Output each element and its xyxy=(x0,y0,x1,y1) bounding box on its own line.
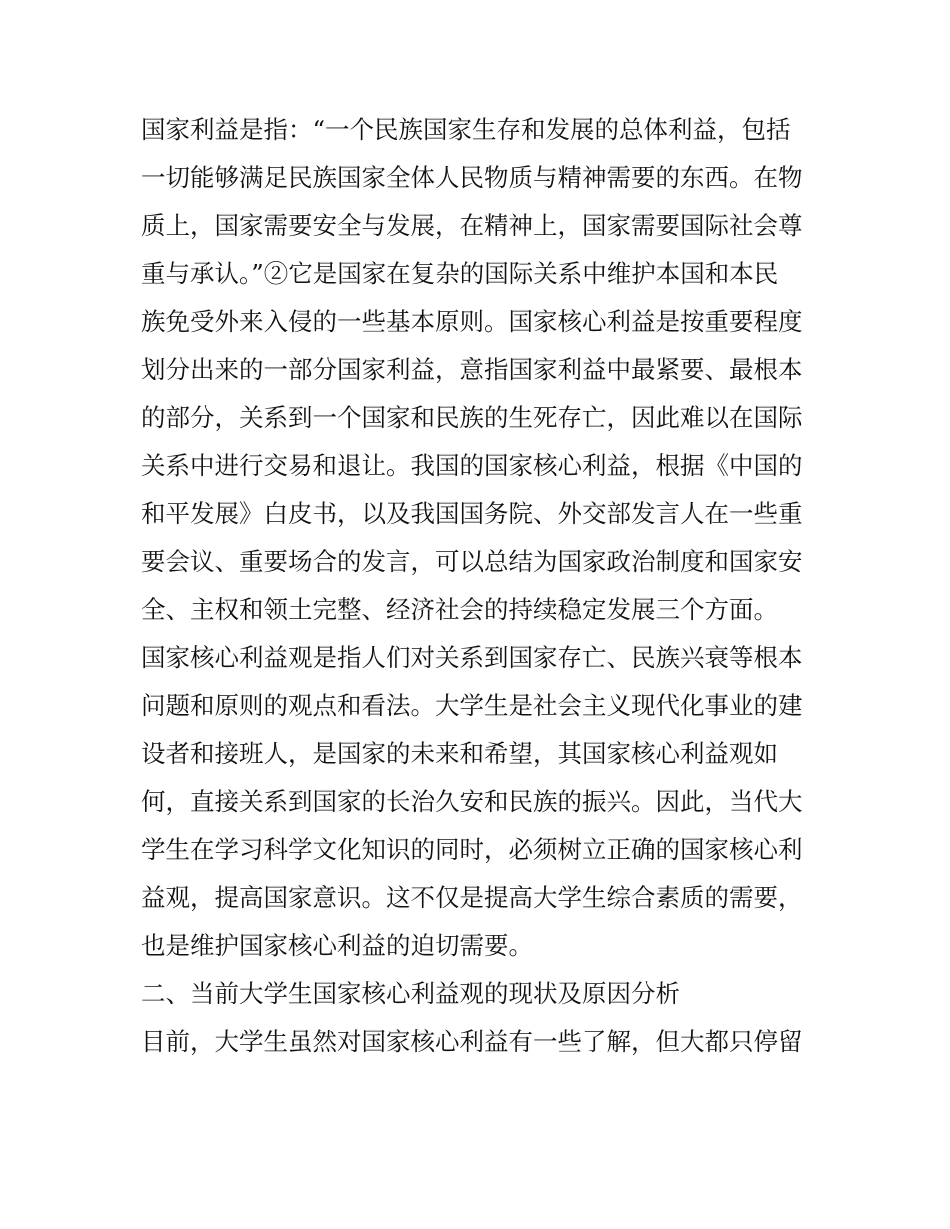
text-line: 学生在学习科学文化知识的同时，必须树立正确的国家核心利 xyxy=(141,835,803,864)
text-line: 一切能够满足民族国家全体人民物质与精神需要的东西。在物 xyxy=(141,163,803,192)
text-line: 划分出来的一部分国家利益，意指国家利益中最紧要、最根本 xyxy=(141,355,803,384)
text-line: 重与承认。”②它是国家在复杂的国际关系中维护本国和本民 xyxy=(141,259,779,288)
text-line: 国家核心利益观是指人们对关系到国家存亡、民族兴衰等根本 xyxy=(141,643,803,672)
body-text xyxy=(141,106,821,1066)
text-line: 要会议、重要场合的发言，可以总结为国家政治制度和国家安 xyxy=(141,547,803,576)
text-line: 何，直接关系到国家的长治久安和民族的振兴。因此，当代大 xyxy=(141,787,803,816)
text-line: 关系中进行交易和退让。我国的国家核心利益，根据《中国的 xyxy=(141,451,803,480)
section-heading: 二、当前大学生国家核心利益观的现状及原因分析 xyxy=(141,979,680,1008)
text-line: 全、主权和领土完整、经济社会的持续稳定发展三个方面。 xyxy=(141,595,778,624)
text-line: 国家利益是指：“一个民族国家生存和发展的总体利益，包括 xyxy=(141,115,791,144)
text-line: 也是维护国家核心利益的迫切需要。 xyxy=(141,931,533,960)
text-line: 和平发展》白皮书，以及我国国务院、外交部发言人在一些重 xyxy=(141,499,803,528)
text-line: 设者和接班人，是国家的未来和希望，其国家核心利益观如 xyxy=(141,739,778,768)
text-line: 族免受外来入侵的一些基本原则。国家核心利益是按重要程度 xyxy=(141,307,803,336)
text-line: 质上，国家需要安全与发展，在精神上，国家需要国际社会尊 xyxy=(141,211,803,240)
text-line: 益观，提高国家意识。这不仅是提高大学生综合素质的需要， xyxy=(141,883,803,912)
text-line: 的部分，关系到一个国家和民族的生死存亡，因此难以在国际 xyxy=(141,403,803,432)
text-line: 问题和原则的观点和看法。大学生是社会主义现代化事业的建 xyxy=(141,691,803,720)
text-line: 目前，大学生虽然对国家核心利益有一些了解，但大都只停留 xyxy=(141,1027,803,1056)
